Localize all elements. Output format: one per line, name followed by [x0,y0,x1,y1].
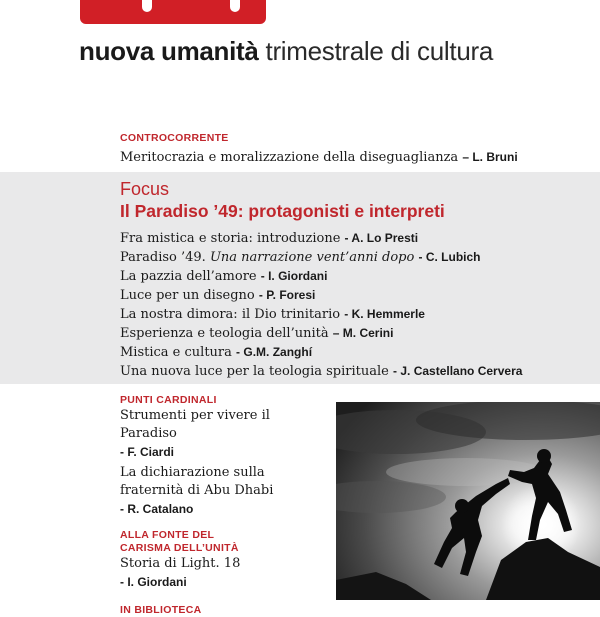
entry-subtitle: Una narrazione vent’anni dopo [209,250,415,265]
entry-title: Mistica e cultura [120,345,232,360]
entry-separator: - [120,502,124,516]
entry-title: Storia di Light. 18 [120,556,241,571]
entry-author: K. Hemmerle [351,307,425,321]
entry-separator: - [418,250,423,264]
focus-band [0,172,600,384]
entry-author: J. Castellano Cervera [400,364,523,378]
entry-author: F. Ciardi [127,445,175,459]
entry-author: A. Lo Presti [351,231,419,245]
toc-entry[interactable] [120,464,330,519]
entry-separator: - [344,231,349,245]
entry-title: Una nuova luce per la teologia spirituale [120,364,389,379]
entry-separator: - [120,445,124,459]
toc-entry[interactable] [120,362,522,381]
entry-author: G.M. Zanghí [243,345,313,359]
toc-entry[interactable] [120,148,518,167]
left-column [120,394,330,617]
climbers-image [336,402,600,600]
toc-entry[interactable] [120,286,522,305]
logo-mark [80,0,266,24]
entry-author: C. Lubich [425,250,481,264]
entry-separator: – [462,150,469,164]
entry-title: Meritocrazia e moralizzazione della diseguaglianza [120,150,459,165]
section-controcorrente [120,132,518,167]
focus-title: Il Paradiso ’49: protagonisti e interpreti [120,201,445,221]
entry-title: Luce per un disegno [120,288,255,303]
entry-title: Paradiso ’49. [120,250,206,265]
entry-author: I. Giordani [268,269,328,283]
entry-separator: - [258,288,263,302]
entry-separator: - [260,269,265,283]
section-focus [120,178,522,381]
toc-entry[interactable] [120,324,522,343]
toc-entry[interactable] [120,229,522,248]
section-label: IN BIBLIOTECA [120,604,202,616]
entry-separator: - [393,364,398,378]
entry-author: I. Giordani [127,575,187,589]
section-label: PUNTI CARDINALI [120,394,217,406]
section-label: CONTROCORRENTE [120,132,229,144]
entry-author: R. Catalano [127,502,194,516]
entry-title: La nostra dimora: il Dio trinitario [120,307,341,322]
entry-title: Esperienza e teologia dell’unità [120,326,329,341]
entry-title: La pazzia dell’amore [120,269,257,284]
toc-entry[interactable] [120,555,330,592]
masthead-tagline: trimestrale di cultura [265,36,493,66]
entry-separator: - [344,307,349,321]
toc-entry[interactable] [120,343,522,362]
focus-label: Focus [120,179,170,199]
section-label [120,529,330,555]
entry-separator: - [236,345,241,359]
focus-list [120,229,522,381]
masthead [79,36,493,67]
entry-title: Fra mistica e storia: introduzione [120,231,341,246]
entry-author: M. Cerini [342,326,394,340]
toc-entry[interactable] [120,267,522,286]
section-label-line: ALLA FONTE DEL [120,529,215,541]
entry-separator: – [332,326,340,340]
entry-separator: - [120,575,124,589]
section-label-line: CARISMA DELL’UNITÀ [120,542,239,554]
toc-entry[interactable] [120,407,330,462]
entry-author: L. Bruni [472,150,518,164]
cover-photo [336,402,600,600]
toc-entry[interactable] [120,248,522,267]
entry-author: P. Foresi [266,288,316,302]
toc-entry[interactable] [120,305,522,324]
masthead-brand: nuova umanità [79,36,259,66]
entry-title: Strumenti per vivere il Paradiso [120,408,270,441]
entry-title: La dichiarazione sulla fraternità di Abu Dhabi [120,465,274,498]
